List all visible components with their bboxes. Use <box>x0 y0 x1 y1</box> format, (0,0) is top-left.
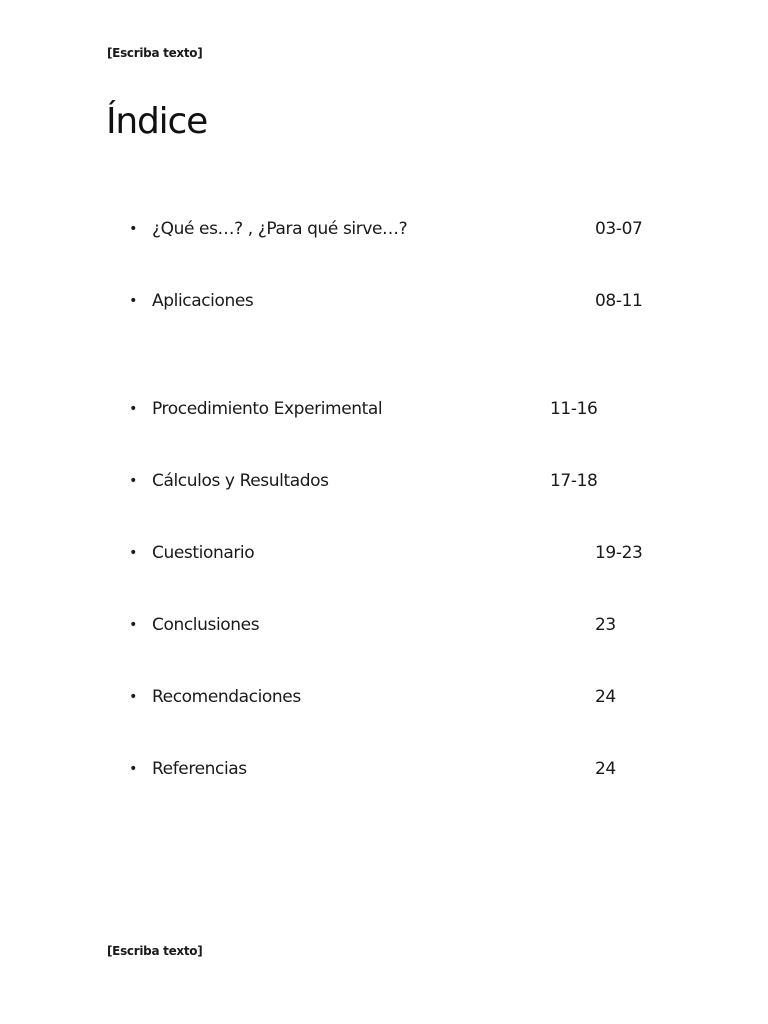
toc-item-label: Aplicaciones <box>152 291 254 311</box>
toc-item-pages: 24 <box>595 759 616 779</box>
toc-item-pages: 17-18 <box>550 471 598 491</box>
bullet-icon: • <box>129 617 137 633</box>
toc-item <box>0 218 768 242</box>
bullet-icon: • <box>129 401 137 417</box>
toc-item-pages: 11-16 <box>550 399 598 419</box>
toc-item-label: Cálculos y Resultados <box>152 471 329 491</box>
toc-item-label: ¿Qué es…? , ¿Para qué sirve…? <box>152 219 408 239</box>
toc-item <box>0 398 768 422</box>
bullet-icon: • <box>129 221 137 237</box>
toc-item <box>0 542 768 566</box>
bullet-icon: • <box>129 545 137 561</box>
toc-item-label: Cuestionario <box>152 543 255 563</box>
toc-item <box>0 686 768 710</box>
toc-item-pages: 23 <box>595 615 616 635</box>
toc-item-label: Referencias <box>152 759 247 779</box>
toc-item-label: Recomendaciones <box>152 687 301 707</box>
bullet-icon: • <box>129 761 137 777</box>
toc-item-label: Conclusiones <box>152 615 260 635</box>
bullet-icon: • <box>129 293 137 309</box>
bullet-icon: • <box>129 689 137 705</box>
toc-item <box>0 614 768 638</box>
toc-item <box>0 758 768 782</box>
bullet-icon: • <box>129 473 137 489</box>
page-footer: [Escriba texto] <box>107 944 203 958</box>
page-header: [Escriba texto] <box>107 46 203 60</box>
toc-item-pages: 08-11 <box>595 291 643 311</box>
page-title: Índice <box>106 101 208 142</box>
toc-item-pages: 19-23 <box>595 543 643 563</box>
toc-item <box>0 470 768 494</box>
toc-item-pages: 24 <box>595 687 616 707</box>
toc-item-label: Procedimiento Experimental <box>152 399 383 419</box>
toc-item-pages: 03-07 <box>595 219 643 239</box>
toc-item <box>0 290 768 314</box>
